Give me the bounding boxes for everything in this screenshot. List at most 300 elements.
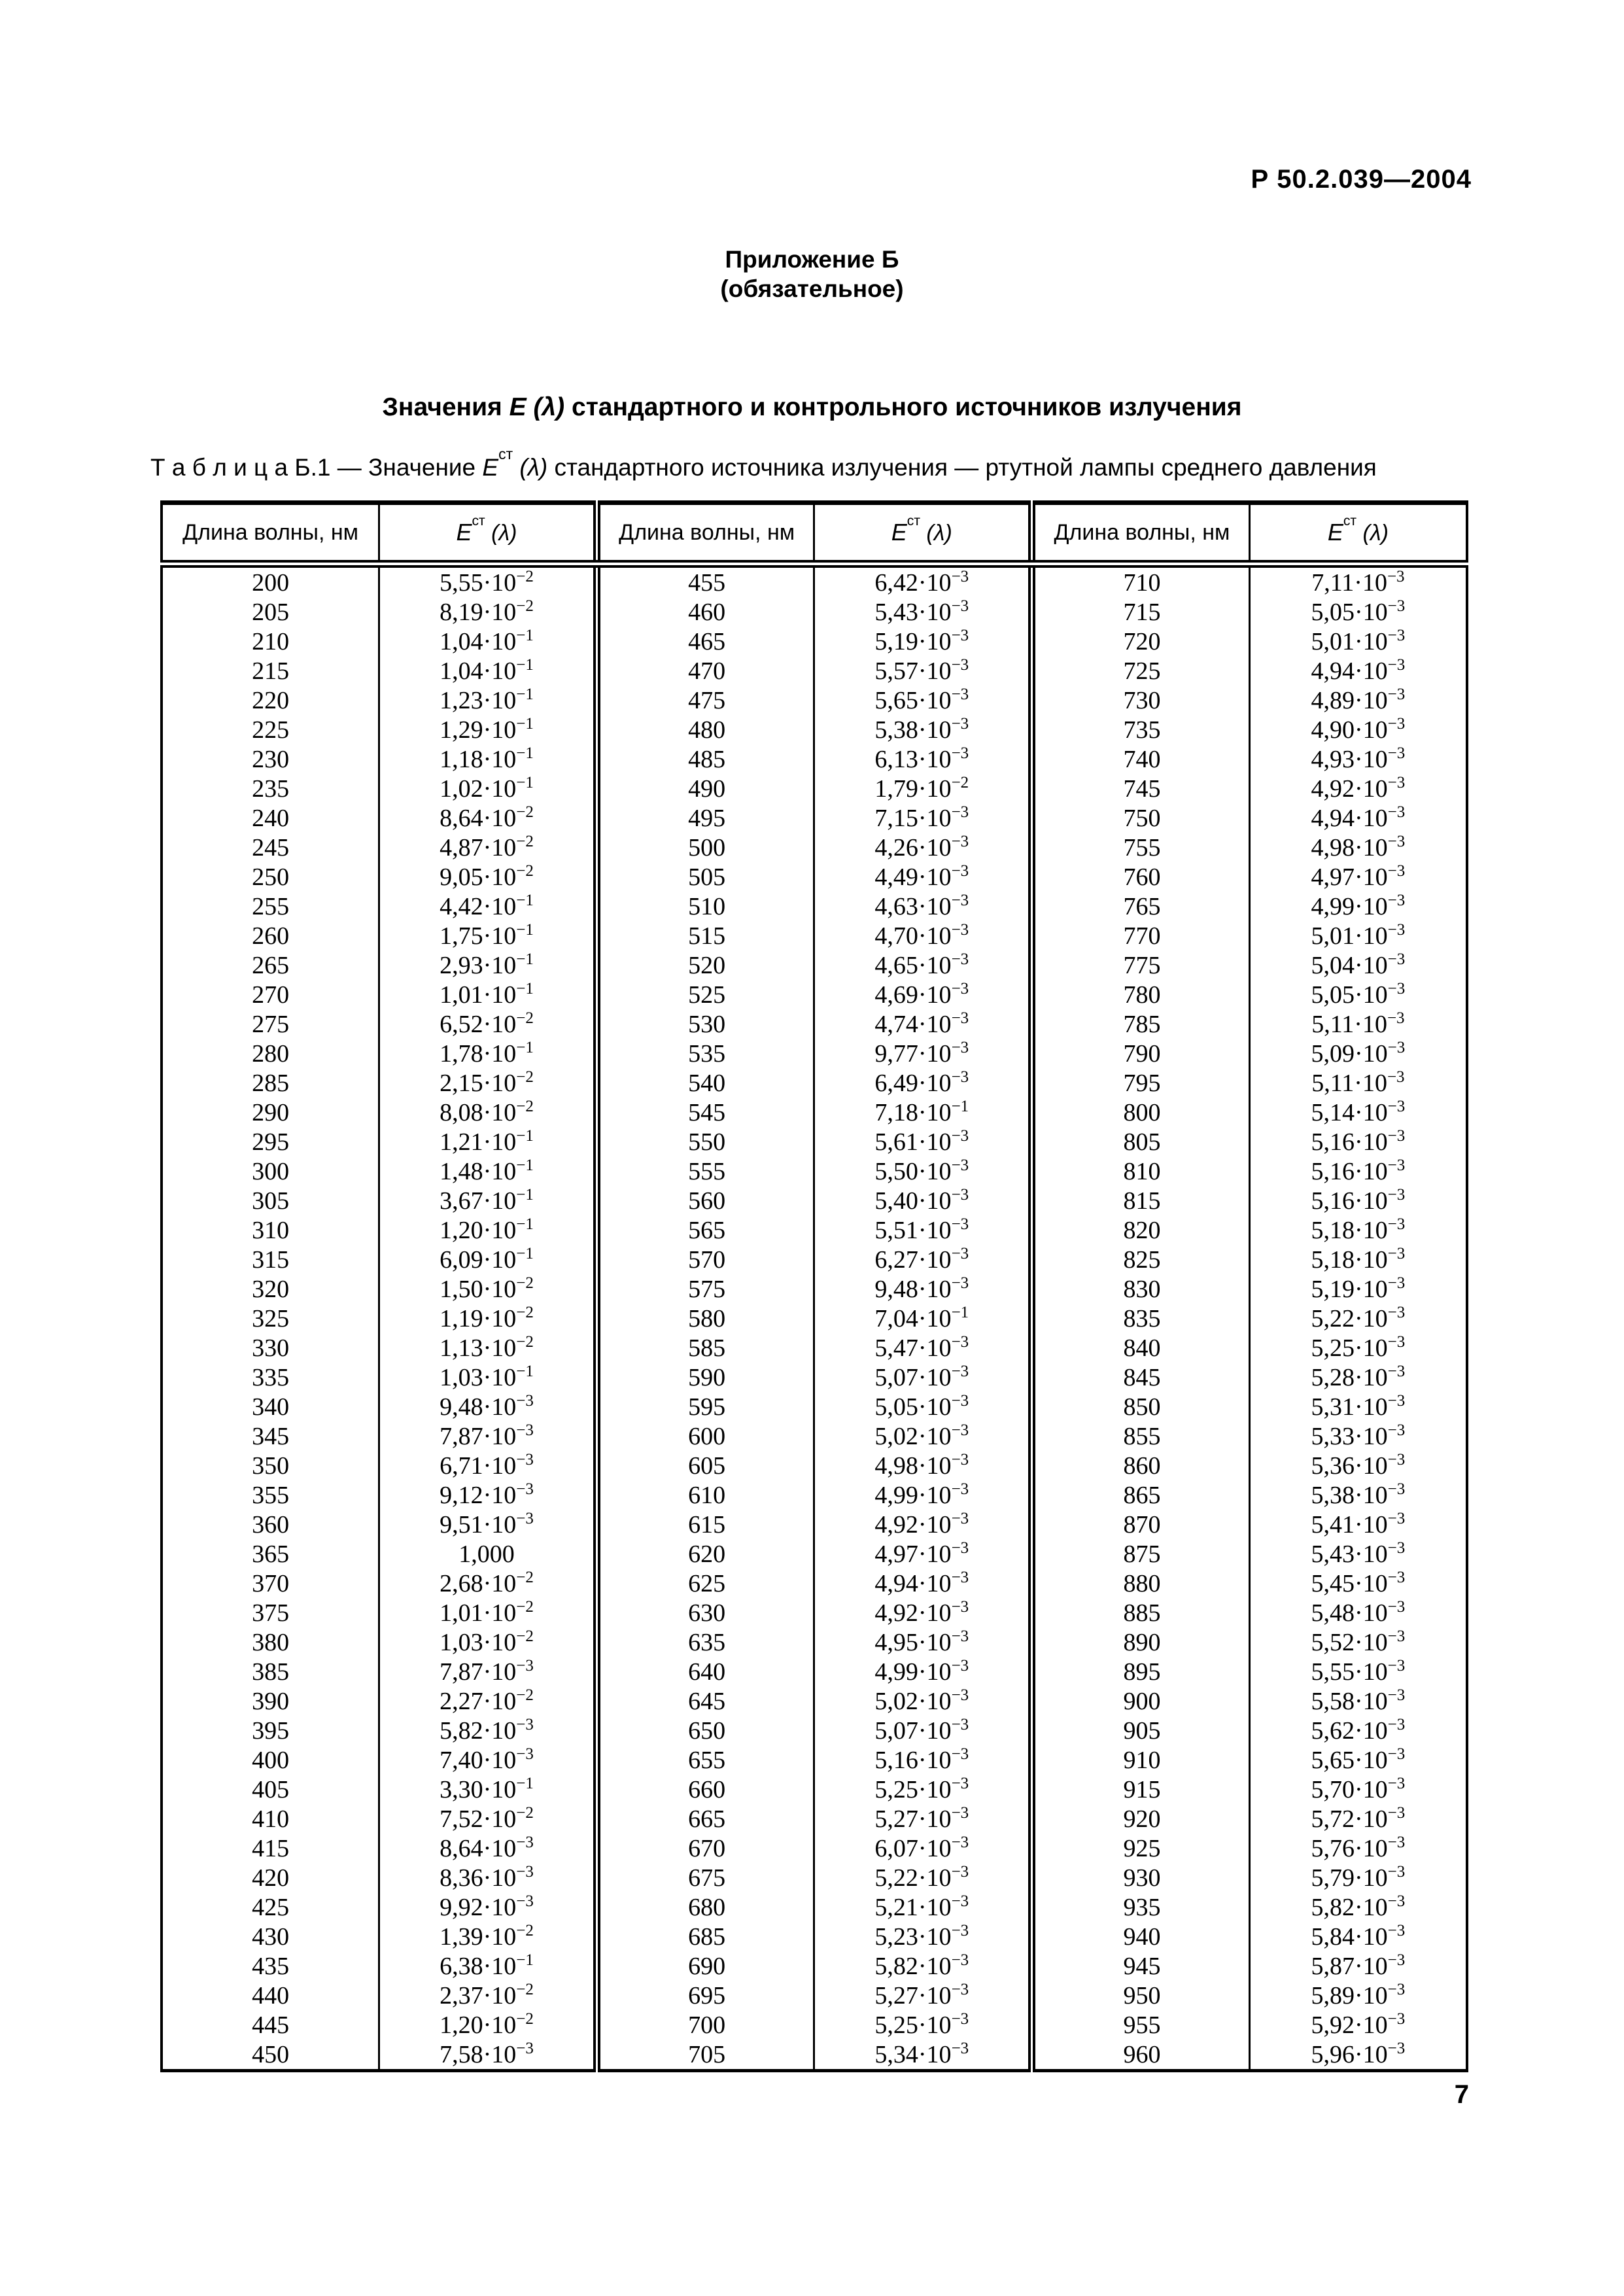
table-row [162, 950, 1467, 980]
exponent: −2 [516, 1568, 534, 1586]
exponent: −3 [951, 1038, 969, 1056]
wavelength-cell: 515 [596, 921, 814, 950]
wavelength-cell: 785 [1032, 1009, 1250, 1039]
wavelength-cell: 475 [596, 686, 814, 715]
exponent: −3 [516, 1656, 534, 1675]
wavelength-cell: 510 [596, 892, 814, 921]
wavelength-cell: 540 [596, 1068, 814, 1098]
exponent: −3 [1387, 597, 1406, 615]
exponent: −3 [1387, 1303, 1406, 1321]
e-value-cell: $5,82\cdot 10^{-3}$ [1249, 1892, 1467, 1922]
e-value-cell: $1,03\cdot 10^{-1}$ [379, 1363, 597, 1392]
table-row [162, 1480, 1467, 1510]
exponent: −3 [1387, 1627, 1406, 1645]
wavelength-cell: 390 [252, 1687, 290, 1715]
e-value-cell: $6,42\cdot 10^{-3}$ [814, 564, 1032, 597]
table-row [162, 1686, 1467, 1716]
lambda-arg: (λ) [485, 521, 517, 546]
e-superscript: ст [498, 445, 513, 463]
e-value-cell: $1,01\cdot 10^{-1}$ [379, 980, 597, 1009]
data-table [160, 500, 1468, 2072]
wavelength-cell: 820 [1032, 1215, 1250, 1245]
e-value-cell: $8,19\cdot 10^{-2}$ [379, 597, 597, 627]
wavelength-cell: 905 [1032, 1716, 1250, 1745]
wavelength-cell: 590 [596, 1363, 814, 1392]
wavelength-cell: 900 [1032, 1686, 1250, 1716]
exponent: −3 [1387, 567, 1405, 585]
exponent: −3 [951, 1745, 969, 1763]
wavelength-cell: 275 [252, 1010, 290, 1038]
e-value-cell: $5,19\cdot 10^{-3}$ [1249, 1274, 1467, 1304]
wavelength-cell: 450 [252, 2040, 290, 2068]
e-value-cell: $3,30\cdot 10^{-1}$ [379, 1775, 597, 1804]
wavelength-cell: 500 [596, 833, 814, 862]
table-header-row [162, 503, 1467, 565]
e-value-cell: $4,42\cdot 10^{-1}$ [379, 892, 597, 921]
exponent: −3 [1387, 1539, 1406, 1557]
table-row [162, 1892, 1467, 1922]
exponent: −3 [951, 567, 969, 585]
e-value-cell: $4,92\cdot 10^{-3}$ [1249, 774, 1467, 803]
table-row [162, 1392, 1467, 1421]
exponent: −3 [951, 1980, 969, 1998]
wavelength-cell: 290 [252, 1098, 290, 1126]
e-value-cell: $9,92\cdot 10^{-3}$ [379, 1892, 597, 1922]
e-value-cell: $8,36\cdot 10^{-3}$ [379, 1863, 597, 1892]
e-value-cell: $5,09\cdot 10^{-3}$ [1249, 1039, 1467, 1068]
wavelength-cell: 930 [1032, 1863, 1250, 1892]
wavelength-cell: 550 [596, 1127, 814, 1157]
exponent: −3 [1387, 1421, 1406, 1439]
wavelength-cell: 665 [596, 1804, 814, 1834]
doc-number: Р 50.2.039—2004 [1251, 165, 1472, 194]
e-value-cell: $5,40\cdot 10^{-3}$ [814, 1186, 1032, 1215]
table-row [162, 597, 1467, 627]
exponent: −3 [951, 1686, 969, 1704]
e-value-cell: $5,05\cdot 10^{-3}$ [1249, 597, 1467, 627]
table-row [162, 1804, 1467, 1834]
wavelength-cell: 675 [596, 1863, 814, 1892]
e-value-cell: $8,64\cdot 10^{-3}$ [379, 1834, 597, 1863]
e-value-cell: $5,27\cdot 10^{-3}$ [814, 1804, 1032, 1834]
e-value-cell: $4,98\cdot 10^{-3}$ [814, 1451, 1032, 1480]
exponent: −1 [516, 1951, 534, 1969]
wavelength-cell: 940 [1032, 1922, 1250, 1951]
exponent: −2 [516, 1627, 534, 1645]
table-row [162, 1333, 1467, 1363]
e-value-cell: $6,09\cdot 10^{-1}$ [379, 1245, 597, 1274]
wavelength-cell: 535 [596, 1039, 814, 1068]
e-value-cell: $5,05\cdot 10^{-3}$ [1249, 980, 1467, 1009]
table-row [162, 1951, 1467, 1981]
exponent: −2 [516, 597, 534, 615]
e-value-cell: $1,79\cdot 10^{-2}$ [814, 774, 1032, 803]
wavelength-cell: 495 [596, 803, 814, 833]
e-value-cell: $4,69\cdot 10^{-3}$ [814, 980, 1032, 1009]
e-value-cell: $1,21\cdot 10^{-1}$ [379, 1127, 597, 1157]
table-row [162, 1068, 1467, 1098]
wavelength-cell: 545 [596, 1098, 814, 1127]
exponent: −3 [951, 950, 969, 968]
table-row [162, 1245, 1467, 1274]
table-row [162, 921, 1467, 950]
exponent: −3 [1387, 1391, 1406, 1410]
wavelength-cell: 735 [1032, 715, 1250, 744]
exponent: −3 [1387, 891, 1406, 909]
wavelength-cell: 560 [596, 1186, 814, 1215]
exponent: −3 [1387, 714, 1406, 733]
wavelength-cell: 410 [252, 1805, 290, 1833]
wavelength-cell: 345 [252, 1422, 290, 1450]
wavelength-cell: 350 [252, 1452, 290, 1480]
e-value-cell: 1,000 [379, 1539, 597, 1569]
wavelength-cell: 270 [252, 981, 290, 1009]
exponent: −3 [1387, 1568, 1406, 1586]
exponent: −3 [1387, 1803, 1406, 1822]
e-value-cell: $5,16\cdot 10^{-3}$ [1249, 1127, 1467, 1157]
e-value-cell: $5,76\cdot 10^{-3}$ [1249, 1834, 1467, 1863]
exponent: −2 [516, 1068, 534, 1086]
wavelength-cell: 880 [1032, 1569, 1250, 1598]
exponent: −3 [951, 1597, 969, 1616]
e-value-cell: $5,43\cdot 10^{-3}$ [814, 597, 1032, 627]
e-value-cell: $1,01\cdot 10^{-2}$ [379, 1598, 597, 1627]
exponent: −3 [1387, 2039, 1406, 2057]
exponent: −3 [1387, 920, 1406, 939]
exponent: −2 [516, 2009, 534, 2028]
wavelength-cell: 300 [252, 1157, 290, 1185]
e-value-cell: $5,16\cdot 10^{-3}$ [814, 1745, 1032, 1775]
table-row [162, 1745, 1467, 1775]
wavelength-cell: 715 [1032, 597, 1250, 627]
e-value-cell: $5,02\cdot 10^{-3}$ [814, 1421, 1032, 1451]
wavelength-cell: 925 [1032, 1834, 1250, 1863]
e-value-cell: $4,26\cdot 10^{-3}$ [814, 833, 1032, 862]
wavelength-cell: 920 [1032, 1804, 1250, 1834]
e-value-cell: $4,92\cdot 10^{-3}$ [814, 1598, 1032, 1627]
wavelength-cell: 365 [252, 1540, 290, 1568]
e-value-cell: $5,23\cdot 10^{-3}$ [814, 1922, 1032, 1951]
wavelength-cell: 530 [596, 1009, 814, 1039]
e-value-cell: $5,38\cdot 10^{-3}$ [814, 715, 1032, 744]
exponent: −3 [1387, 1038, 1406, 1056]
wavelength-cell: 770 [1032, 921, 1250, 950]
table-row [162, 1186, 1467, 1215]
wavelength-cell: 870 [1032, 1510, 1250, 1539]
wavelength-cell: 730 [1032, 686, 1250, 715]
exponent: −3 [951, 714, 969, 733]
wavelength-cell: 625 [596, 1569, 814, 1598]
wavelength-cell: 955 [1032, 2010, 1250, 2040]
wavelength-cell: 580 [596, 1304, 814, 1333]
wavelength-cell: 960 [1032, 2040, 1250, 2071]
exponent: −2 [516, 1097, 534, 1115]
e-value-cell: $1,13\cdot 10^{-2}$ [379, 1333, 597, 1363]
e-value-cell: $4,99\cdot 10^{-3}$ [1249, 892, 1467, 921]
exponent: −3 [951, 1244, 969, 1262]
e-value-cell: $8,08\cdot 10^{-2}$ [379, 1098, 597, 1127]
wavelength-cell: 610 [596, 1480, 814, 1510]
e-value-cell: $4,97\cdot 10^{-3}$ [814, 1539, 1032, 1569]
exponent: −1 [516, 1126, 534, 1145]
exponent: −2 [516, 832, 534, 850]
table-row [162, 980, 1467, 1009]
exponent: −3 [1387, 773, 1406, 791]
lambda-arg: (λ) [513, 454, 555, 481]
e-value-cell: $1,50\cdot 10^{-2}$ [379, 1274, 597, 1304]
e-value-cell: $5,79\cdot 10^{-3}$ [1249, 1863, 1467, 1892]
table-row [162, 1657, 1467, 1686]
table-row [162, 1863, 1467, 1892]
lambda-arg: (λ) [1356, 521, 1389, 546]
e-value-cell: $5,61\cdot 10^{-3}$ [814, 1127, 1032, 1157]
table-caption [150, 445, 1377, 481]
e-value-cell: $5,43\cdot 10^{-3}$ [1249, 1539, 1467, 1569]
e-value-cell: $5,21\cdot 10^{-3}$ [814, 1892, 1032, 1922]
wavelength-cell: 850 [1032, 1392, 1250, 1421]
wavelength-cell: 775 [1032, 950, 1250, 980]
exponent: −1 [516, 920, 534, 939]
e-value-cell: $5,38\cdot 10^{-3}$ [1249, 1480, 1467, 1510]
e-value-cell: $1,18\cdot 10^{-1}$ [379, 744, 597, 774]
wavelength-cell: 600 [596, 1421, 814, 1451]
table-row [162, 2010, 1467, 2040]
e-value-cell: $9,51\cdot 10^{-3}$ [379, 1510, 597, 1539]
table-row [162, 1363, 1467, 1392]
e-value-cell: $4,94\cdot 10^{-3}$ [1249, 803, 1467, 833]
wavelength-cell: 440 [252, 1981, 290, 2009]
wavelength-header: Длина волны, нм [1032, 503, 1250, 565]
wavelength-cell: 385 [252, 1658, 290, 1686]
wavelength-cell: 320 [252, 1275, 290, 1303]
wavelength-cell: 655 [596, 1745, 814, 1775]
table-row [162, 1922, 1467, 1951]
table-row [162, 1981, 1467, 2010]
e-value-cell: $5,01\cdot 10^{-3}$ [1249, 921, 1467, 950]
wavelength-cell: 790 [1032, 1039, 1250, 1068]
e-symbol: E [482, 454, 499, 481]
wavelength-cell: 445 [252, 2011, 290, 2039]
exponent: −3 [516, 1421, 534, 1439]
exponent: −3 [951, 1833, 969, 1851]
exponent: −3 [951, 626, 969, 644]
exponent: −3 [516, 1391, 534, 1410]
e-value-cell: $5,82\cdot 10^{-3}$ [379, 1716, 597, 1745]
e-value-cell: $5,89\cdot 10^{-3}$ [1249, 1981, 1467, 2010]
exponent: −1 [516, 979, 534, 998]
exponent: −3 [1387, 1126, 1406, 1145]
page-number: 7 [1454, 2080, 1469, 2109]
e-value-cell: $7,15\cdot 10^{-3}$ [814, 803, 1032, 833]
wavelength-cell: 845 [1032, 1363, 1250, 1392]
e-value-cell: $9,77\cdot 10^{-3}$ [814, 1039, 1032, 1068]
e-value-cell: $4,65\cdot 10^{-3}$ [814, 950, 1032, 980]
wavelength-cell: 315 [252, 1245, 290, 1274]
lambda-arg: (λ) [920, 521, 952, 546]
wavelength-cell: 660 [596, 1775, 814, 1804]
exponent: −3 [951, 861, 969, 880]
wavelength-cell: 640 [596, 1657, 814, 1686]
wavelength-cell: 650 [596, 1716, 814, 1745]
e-value-cell: $4,49\cdot 10^{-3}$ [814, 862, 1032, 892]
e-value-cell: $6,27\cdot 10^{-3}$ [814, 1245, 1032, 1274]
e-value-cell: $5,96\cdot 10^{-3}$ [1249, 2040, 1467, 2071]
exponent: −3 [951, 1156, 969, 1174]
table-row [162, 1274, 1467, 1304]
wavelength-cell: 605 [596, 1451, 814, 1480]
wavelength-cell: 395 [252, 1716, 290, 1745]
wavelength-cell: 355 [252, 1481, 290, 1509]
wavelength-cell: 865 [1032, 1480, 1250, 1510]
exponent: −3 [1387, 1862, 1406, 1881]
wavelength-cell: 740 [1032, 744, 1250, 774]
exponent: −3 [951, 1068, 969, 1086]
e-value-cell: $2,27\cdot 10^{-2}$ [379, 1686, 597, 1716]
wavelength-cell: 295 [252, 1128, 290, 1156]
e-value-cell: $5,25\cdot 10^{-3}$ [814, 2010, 1032, 2040]
wavelength-cell: 895 [1032, 1657, 1250, 1686]
exponent: −3 [1387, 1509, 1406, 1527]
exponent: −3 [951, 744, 969, 762]
table-row [162, 1009, 1467, 1039]
e-value-cell: $5,65\cdot 10^{-3}$ [814, 686, 1032, 715]
wavelength-cell: 370 [252, 1569, 290, 1597]
e-superscript: ст [472, 513, 485, 529]
e-value-cell: $2,37\cdot 10^{-2}$ [379, 1981, 597, 2010]
e-value-cell: $9,48\cdot 10^{-3}$ [379, 1392, 597, 1421]
e-value-cell: $4,98\cdot 10^{-3}$ [1249, 833, 1467, 862]
exponent: −2 [516, 803, 534, 821]
exponent: −3 [951, 1774, 969, 1792]
exponent: −1 [516, 1156, 534, 1174]
wavelength-cell: 630 [596, 1598, 814, 1627]
e-value-cell: $5,57\cdot 10^{-3}$ [814, 656, 1032, 686]
exponent: −3 [516, 1480, 534, 1498]
wavelength-cell: 260 [252, 922, 290, 950]
e-value-cell: $1,20\cdot 10^{-2}$ [379, 2010, 597, 2040]
wavelength-cell: 685 [596, 1922, 814, 1951]
e-value-cell: $2,15\cdot 10^{-2}$ [379, 1068, 597, 1098]
e-value-cell: $5,28\cdot 10^{-3}$ [1249, 1363, 1467, 1392]
e-value-cell: $1,04\cdot 10^{-1}$ [379, 627, 597, 656]
exponent: −3 [1387, 1774, 1406, 1792]
wavelength-cell: 325 [252, 1304, 290, 1332]
exponent: −1 [951, 1303, 969, 1321]
wavelength-cell: 645 [596, 1686, 814, 1716]
e-value-cell: $6,52\cdot 10^{-2}$ [379, 1009, 597, 1039]
exponent: −3 [951, 1656, 969, 1675]
e-value-cell: $5,22\cdot 10^{-3}$ [814, 1863, 1032, 1892]
table-row [162, 1098, 1467, 1127]
exponent: −1 [516, 1038, 534, 1056]
exponent: −3 [516, 1509, 534, 1527]
exponent: −3 [1387, 803, 1406, 821]
exponent: −3 [951, 832, 969, 850]
exponent: −3 [951, 920, 969, 939]
e-value-cell: $7,58\cdot 10^{-3}$ [379, 2040, 597, 2071]
exponent: −2 [516, 1921, 534, 1939]
exponent: −3 [1387, 1068, 1405, 1086]
wavelength-cell: 945 [1032, 1951, 1250, 1981]
table-row [162, 1510, 1467, 1539]
exponent: −3 [1387, 1009, 1405, 1027]
exponent: −3 [1387, 1686, 1406, 1704]
e-value-cell: $9,12\cdot 10^{-3}$ [379, 1480, 597, 1510]
e-value-cell: $5,33\cdot 10^{-3}$ [1249, 1421, 1467, 1451]
exponent: −1 [516, 744, 534, 762]
wavelength-cell: 595 [596, 1392, 814, 1421]
e-value-cell: $2,68\cdot 10^{-2}$ [379, 1569, 597, 1598]
table-row [162, 1627, 1467, 1657]
e-value-cell: $4,63\cdot 10^{-3}$ [814, 892, 1032, 921]
exponent: −3 [951, 685, 969, 703]
e-value-cell: $5,41\cdot 10^{-3}$ [1249, 1510, 1467, 1539]
exponent: −3 [951, 891, 969, 909]
e-value-cell: $5,16\cdot 10^{-3}$ [1249, 1186, 1467, 1215]
e-value-cell: $5,16\cdot 10^{-3}$ [1249, 1157, 1467, 1186]
e-value-cell: $5,07\cdot 10^{-3}$ [814, 1716, 1032, 1745]
exponent: −1 [516, 891, 534, 909]
exponent: −2 [516, 1803, 534, 1822]
exponent: −3 [1387, 1892, 1406, 1910]
wavelength-cell: 525 [596, 980, 814, 1009]
wavelength-cell: 875 [1032, 1539, 1250, 1569]
main-title [0, 393, 1624, 422]
table-row [162, 1039, 1467, 1068]
wavelength-cell: 405 [252, 1775, 290, 1803]
e-value-cell: $4,92\cdot 10^{-3}$ [814, 1510, 1032, 1539]
exponent: −3 [1387, 655, 1406, 674]
e-value-cell: $4,95\cdot 10^{-3}$ [814, 1627, 1032, 1657]
e-value-cell: $5,92\cdot 10^{-3}$ [1249, 2010, 1467, 2040]
exponent: −3 [1387, 1951, 1406, 1969]
e-value-cell: $4,99\cdot 10^{-3}$ [814, 1657, 1032, 1686]
exponent: −3 [1387, 1921, 1406, 1939]
exponent: −3 [951, 1921, 969, 1939]
wavelength-cell: 670 [596, 1834, 814, 1863]
wavelength-cell: 860 [1032, 1451, 1250, 1480]
exponent: −2 [951, 773, 969, 791]
wavelength-cell: 690 [596, 1951, 814, 1981]
table-row [162, 892, 1467, 921]
wavelength-cell: 725 [1032, 656, 1250, 686]
e-value-cell: $4,89\cdot 10^{-3}$ [1249, 686, 1467, 715]
e-value-cell: $7,87\cdot 10^{-3}$ [379, 1657, 597, 1686]
wavelength-cell: 830 [1032, 1274, 1250, 1304]
wavelength-header: Длина волны, нм [162, 503, 379, 565]
wavelength-cell: 720 [1032, 627, 1250, 656]
e-value-cell: $1,04\cdot 10^{-1}$ [379, 656, 597, 686]
e-value-cell: $4,87\cdot 10^{-2}$ [379, 833, 597, 862]
wavelength-cell: 230 [252, 745, 290, 773]
table-row [162, 686, 1467, 715]
exponent: −3 [951, 1450, 969, 1469]
e-value-cell: $5,14\cdot 10^{-3}$ [1249, 1098, 1467, 1127]
table-row [162, 627, 1467, 656]
wavelength-cell: 805 [1032, 1127, 1250, 1157]
exponent: −1 [516, 950, 534, 968]
wavelength-cell: 255 [252, 892, 290, 920]
wavelength-cell: 815 [1032, 1186, 1250, 1215]
wavelength-cell: 810 [1032, 1157, 1250, 1186]
e-superscript: ст [907, 513, 920, 529]
exponent: −3 [951, 1274, 969, 1292]
exponent: −3 [951, 979, 969, 998]
exponent: −3 [951, 1862, 969, 1881]
wavelength-cell: 330 [252, 1334, 290, 1362]
e-value-cell: $5,45\cdot 10^{-3}$ [1249, 1569, 1467, 1598]
exponent: −1 [516, 1362, 534, 1380]
